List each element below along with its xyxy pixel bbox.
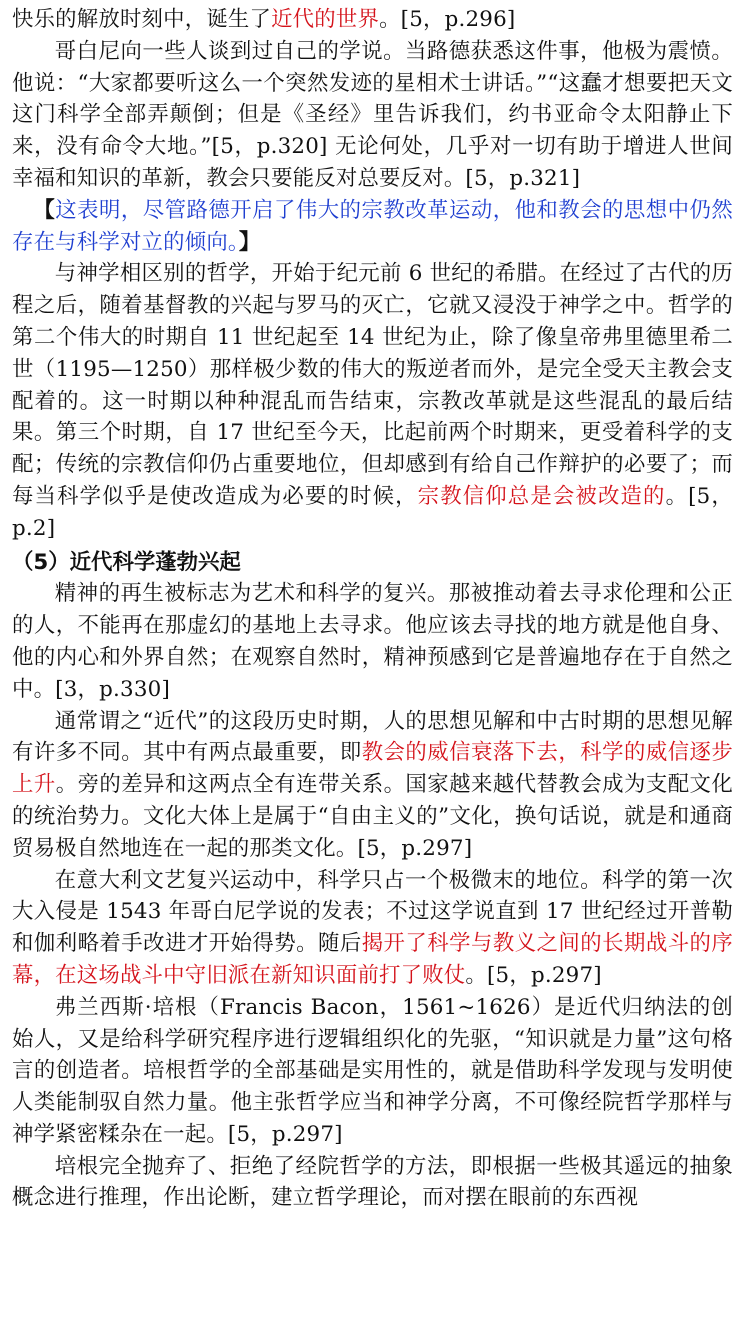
paragraph-renaissance [12, 865, 733, 992]
paragraph-bacon [12, 992, 733, 1151]
text-segment: 在意大利文艺复兴运动中，科学只占一个极微末的地位。科学的第一次大入侵是 1543 年哥白尼学说的发表；不过这学说直到 17 世纪经过开普勒和伽利略着手改进才开始得势。随后 [12, 867, 733, 957]
paragraph-philosophy-periods [12, 258, 733, 544]
paragraph-spirit-rebirth [12, 578, 733, 705]
paragraph-continuation [12, 4, 733, 36]
highlighted-phrase: 揭开了科学与教义之间的长期战斗的序幕，在这场战斗中守旧派在新知识面前打了败仗 [12, 931, 733, 988]
text-segment: 精神的再生被标志为艺术和科学的复兴。那被推动着去寻求伦理和公正的人，不能再在那虚幻的基地上去寻求。他应该去寻找的地方就是他自身、他的内心和外界自然；在观察自然时，精神预感到它是普遍地存在于自然之中。[3，p.330] [12, 581, 733, 702]
annotation-paragraph [12, 195, 733, 259]
close-bracket: 】 [238, 229, 261, 255]
paragraph-copernicus-luther [12, 36, 733, 195]
open-bracket: 【 [33, 197, 56, 223]
text-segment: 培根完全抛弃了、拒绝了经院哲学的方法，即根据一些极其遥远的抽象概念进行推理，作出论断，建立哲学理论，而对摆在眼前的东西视 [12, 1153, 733, 1211]
highlighted-phrase: 教会的威信衰落下去，科学的威信逐步上升 [12, 740, 733, 798]
paragraph-bacon-method [12, 1151, 733, 1215]
section-heading: （5）近代科学蓬勃兴起 [12, 549, 241, 575]
text-segment: 哥白尼向一些人谈到过自己的学说。当路德获悉这件事，他极为震愤。他说：“大家都要听这么一个突然发迹的星相术士讲话。”“这蠢才想要把天文这门科学全部弄颠倒；但是《圣经》里告诉我们，约书亚命令太阳静止下来，没有命令大地。”[5，p.320] 无论何处，几乎对一切有助于增进人世间幸福和知识的革新，教会只要能反对总要反对。[5，p.321] [12, 38, 733, 191]
highlighted-phrase: 宗教信仰总是会被改造的 [417, 483, 666, 509]
text-segment: 与神学相区别的哲学，开始于纪元前 6 世纪的希腊。在经过了古代的历程之后，随着基督教的兴起与罗马的灭亡，它就又浸没于神学之中。哲学的第二个伟大的时期自 11 世纪起至 14 世纪为止，除了像皇帝弗里德里希二世（1195—1250）那样极少数的伟大的叛逆者而外，是完全受天主教会支配着的。这一时期以种种混乱而告结束，宗教改革就是这些混乱的最后结果。第三个时期，自 17 世纪至今天，比起前两个时期来，更受着科学的支配；传统的宗教信仰仍占重要地位，但却感到有给自己作辩护的必要了；而每当科学似乎是使改造成为必要的时候， [12, 261, 733, 509]
text-segment: 。旁的差异和这两点全有连带关系。国家越来越代替教会成为支配文化的统治势力。文化大体上是属于“自由主义的”文化，换句话说，就是和通商贸易极自然地连在一起的那类文化。[5，p.297] [12, 772, 733, 861]
annotation-text: 这表明，尽管路德开启了伟大的宗教改革运动，他和教会的思想中仍然存在与科学对立的倾向。 [12, 197, 733, 255]
citation: 。[5，p.297] [465, 962, 602, 988]
text-segment: 快乐的解放时刻中，诞生了 [12, 7, 272, 32]
text-segment: 通常谓之“近代”的这段历史时期，人的思想见解和中古时期的思想见解有许多不同。其中有两点最重要，即 [12, 708, 733, 766]
paragraph-modern-era [12, 706, 733, 865]
text-segment: 弗兰西斯·培根（Francis Bacon，1561~1626）是近代归纳法的创始人，又是给科学研究程序进行逻辑组织化的先驱，“知识就是力量”这句格言的创造者。培根哲学的全部基础是实用性的，就是借助科学发现与发明使人类能制驭自然力量。他主张哲学应当和神学分离，不可像经院哲学那样与神学紧密糅杂在一起。[5，p.297] [12, 994, 733, 1147]
citation: 。[5，p.296] [379, 7, 516, 32]
citation: 。[5，p.2] [12, 483, 733, 541]
highlighted-phrase: 近代的世界 [271, 7, 380, 32]
